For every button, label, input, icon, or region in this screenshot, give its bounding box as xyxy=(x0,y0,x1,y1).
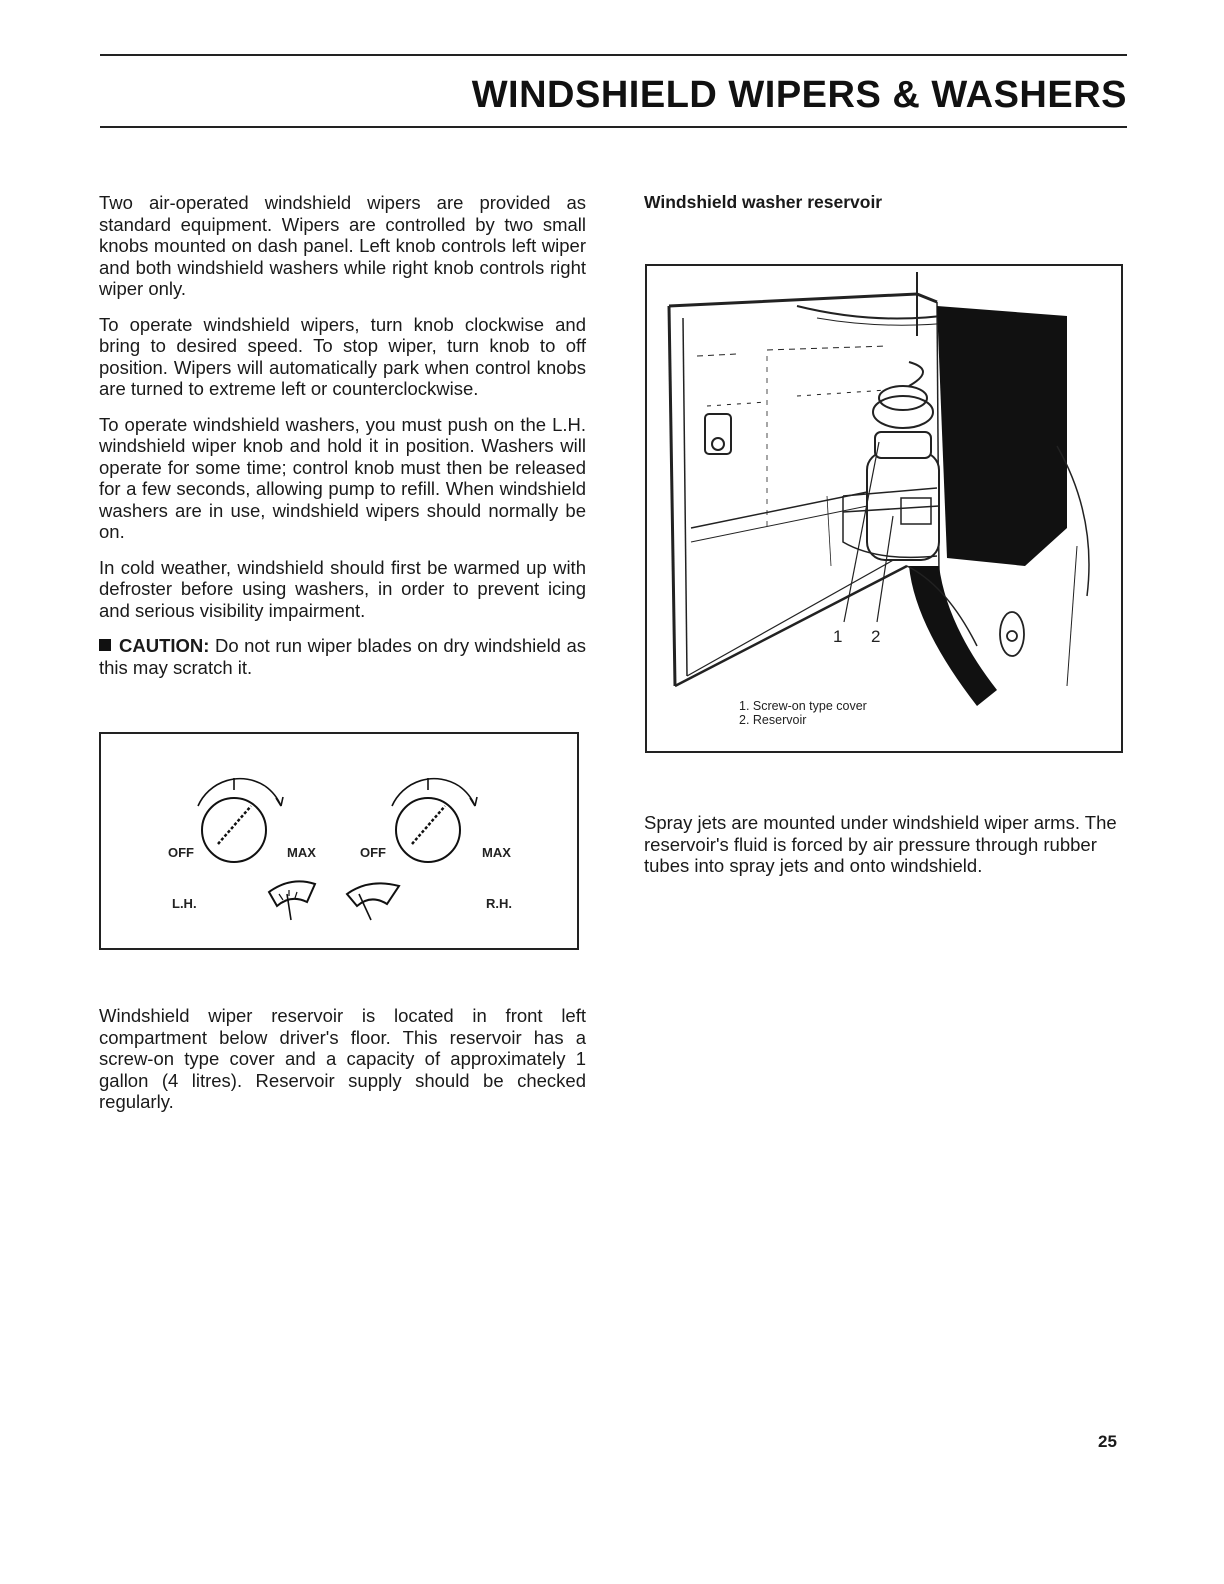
right-side-label: R.H. xyxy=(486,896,512,911)
latch-icon xyxy=(705,414,731,454)
callout-number-2: 2 xyxy=(871,627,881,646)
caution-text: Do not run wiper blades on dry windshield as this may scratch it. xyxy=(99,635,587,678)
paragraph-cold-weather: In cold weather, windshield should first be warmed up with defroster before using washers, in order to prevent icing and serious visibility impairment. xyxy=(99,556,586,621)
paragraph-reservoir-location: Windshield wiper reservoir is located in front left compartment below driver's floor. This reservoir has a screw-on type cover and a capacity of approximately 1 gallon (4 litres). Reservoir supply should be checked regularly. xyxy=(99,1005,586,1112)
right-knob-icon xyxy=(392,778,477,862)
tube-icon xyxy=(909,566,997,706)
legend-item-1: 1. Screw-on type cover xyxy=(739,699,867,713)
caution-label: CAUTION: xyxy=(119,635,210,656)
page-title: WINDSHIELD WIPERS & WASHERS xyxy=(471,74,1127,116)
left-knob-max-label: MAX xyxy=(287,845,316,860)
knob-diagram-drawing xyxy=(101,734,577,948)
header-rule-bottom xyxy=(100,126,1127,128)
reservoir-figure xyxy=(645,264,1123,753)
right-column xyxy=(644,192,1126,213)
left-knob-icon xyxy=(198,778,283,862)
wiper-washer-icon xyxy=(269,881,315,920)
right-knob-off-label: OFF xyxy=(360,845,386,860)
figure-legend xyxy=(739,699,867,727)
fitting-icon xyxy=(1000,612,1024,656)
left-knob-off-label: OFF xyxy=(168,845,194,860)
wiper-icon xyxy=(347,883,399,920)
wiper-knob-diagram xyxy=(99,732,579,950)
paragraph-spray-jets: Spray jets are mounted under windshield wiper arms. The reservoir's fluid is forced by air pressure through rubber tubes into spray jets and onto windshield. xyxy=(644,812,1117,876)
legend-item-2: 2. Reservoir xyxy=(739,713,807,727)
callout-number-1: 1 xyxy=(833,627,843,646)
right-knob-max-label: MAX xyxy=(482,845,511,860)
caution-bullet-icon xyxy=(99,639,111,651)
paragraph-operate-wipers: To operate windshield wipers, turn knob clockwise and bring to desired speed. To stop wiper, turn knob to off position. Wipers will automatically park when control knobs are turned to extreme left or counterclockwise. xyxy=(99,313,586,399)
paragraph-operate-washers: To operate windshield washers, you must push on the L.H. windshield wiper knob and hold it in position. Washers will operate for some time; control knob must then be released for a few seconds, allowing pump to refill. When windshield washers are in use, windshield wipers should normally be on. xyxy=(99,413,586,542)
paragraph-intro: Two air-operated windshield wipers are provided as standard equipment. Wipers are controlled by two small knobs mounted on dash panel. Left knob controls left wiper and both windshield washers while right knob controls right wiper only. xyxy=(99,192,586,299)
figure-heading: Windshield washer reservoir xyxy=(644,192,883,212)
dark-panel xyxy=(937,306,1067,566)
reservoir-illustration xyxy=(647,266,1121,751)
header-rule-top xyxy=(100,54,1127,56)
page-number: 25 xyxy=(1098,1432,1117,1451)
left-column-bottom xyxy=(99,1005,586,1127)
caution-note xyxy=(99,635,586,678)
left-side-label: L.H. xyxy=(172,896,197,911)
left-column xyxy=(99,192,586,692)
